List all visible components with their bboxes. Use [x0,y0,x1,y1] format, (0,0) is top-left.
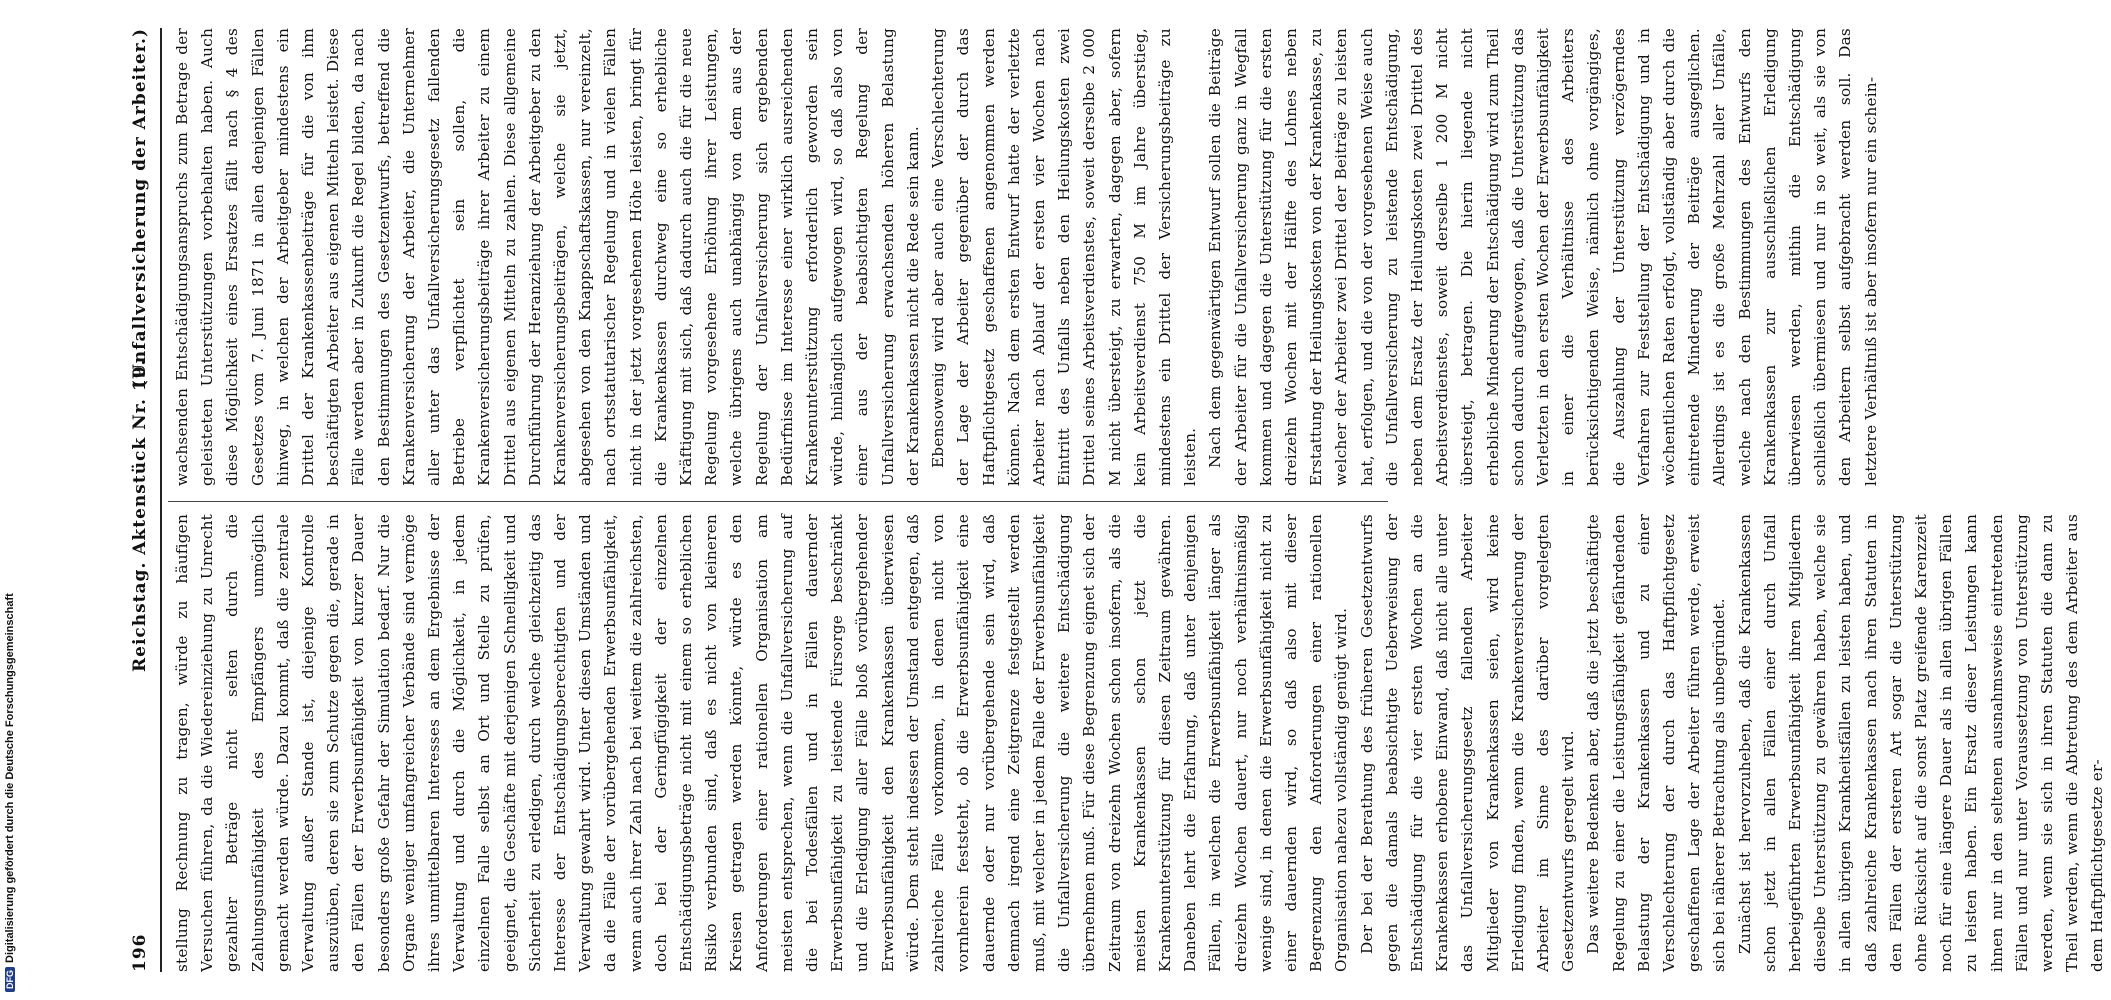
header-rule [160,28,162,972]
column-divider [168,501,1388,502]
running-head-subtitle: (Unfallversicherung der Arbeiter.) [130,28,150,389]
paragraph: Der bei der Berathung des früheren Gesetzentwurfs gegen die damals beabsichtigte Ueberweisung der Entschädigung für die vier ersten Wochen an die Krankenkassen erhobene Einwand, daß nicht alle unter das Unfallversicherungsgesetz fallenden Arbeiter Mitglieder von Krankenkassen seien, wird keine Erledigung finden, wenn die Krankenversicherung der Arbeiter im Sinne des darüber vorgelegten Gesetzentwurfs geregelt wird. [1357,514,1578,972]
paragraph: wachsenden Entschädigungsanspruchs zum Betrage der geleisteten Unterstützungen vorbehalten haben. Auch diese Möglichkeit eines Ersatzes fällt nach § 4 des Gesetzes vom 7. Juni 1871 in allen denjenigen Fällen hinweg, in welchen der Arbeitgeber mindestens ein Drittel der Krankenkassenbeiträge für die von ihm beschäftigten Arbeiter aus eigenen Mitteln leistet. Diese Fälle werden aber in Zukunft die Regel bilden, da nach den Bestimmungen des Gesetzentwurfs, betreffend die Krankenversicherung der Arbeiter, die Unternehmer aller unter das Unfallversicherungsgesetz fallenden Betriebe verpflichtet sein sollen, die Krankenversicherungsbeiträge ihrer Arbeiter zu einem Drittel aus eigenen Mitteln zu zahlen. Diese allgemeine Durchführung der Heranziehung der Arbeitgeber zu den Krankenversicherungsbeiträgen, welche sie jetzt, abgesehen von den Knappschaftskassen, nur vereinzelt, nach ortsstatutarischer Regelung und in vielen Fällen nicht in der jetzt vorgesehenen Höhe leisten, bringt für die Krankenkassen durchweg eine so erhebliche Kräftigung mit sich, daß dadurch auch die für die neue Regelung vorgesehene Erhöhung ihrer Leistungen, welche übrigens auch unabhängig von dem aus der Regelung der Unfallversicherung sich ergebenden Bedürfnisse im Interesse einer wirklich ausreichenden Krankenunterstützung erforderlich geworden sein würde, hinlänglich aufgewogen wird, so daß also von einer aus der beabsichtigten Regelung der Unfallversicherung erwachsenden höheren Belastung der Krankenkassen nicht die Rede sein kann. [173,28,922,486]
credit-label: Digitalisierung gefördert durch die Deutsche Forschungsgemeinschaft [4,593,16,963]
text-column-left [170,514,2107,972]
dfg-logo: DFG [5,967,15,992]
paragraph: Das weitere Bedenken aber, daß die jetzt beschäftigte Regelung zu einer die Leistungsfähigkeit gefährdenden Belastung der Krankenkassen und zu einer Verschlechterung der durch das Haftpflichtgesetz geschaffenen Lage der Arbeiter führen werde, erweist sich bei näherer Betrachtung als unbegründet. [1584,514,1729,972]
paragraph: Zunächst ist hervorzuheben, daß die Krankenkassen schon jetzt in allen Fällen einer durch Unfall herbeigeführten Erwerbsunfähigkeit ihren Mitgliedern dieselbe Unterstützung zu gewähren haben, welche sie in allen übrigen Krankheitsfällen zu leisten haben, und daß zahlreiche Krankenkassen nach ihren Statuten in den Fällen der ersteren Art sogar die Unterstützung ohne Rücksicht auf die sonst Platz greifende Karenzzeit noch für eine längere Dauer als in allen übrigen Fällen zu leisten haben. Ein Ersatz dieser Leistungen kann ihnen nur in den seltenen ausnahmsweise eintretenden Fällen und nur unter Voraussetzung von Unterstützung werden, wenn sie sich in ihren Statuten die dann zu Theil werden, wenn die Abtretung des dem Arbeiter aus dem Haftpflichtgesetze er- [1735,514,2107,972]
document-page [112,0,2107,1000]
paragraph: stellung Rechnung zu tragen, würde zu häufigen Versuchen führen, da die Wiedereinziehung zu Unrecht gezahlter Beträge nicht selten durch die Zahlungsunfähigkeit des Empfängers unmöglich gemacht werden würde. Dazu kommt, daß die zentrale Verwaltung außer Stande ist, diejenige Kontrolle auszuüben, deren sie zum Schutze gegen die, gerade in den Fällen der Erwerbsunfähigkeit von kurzer Dauer besonders große Gefahr der Simulation bedarf. Nur die Organe weniger umfangreicher Verbände sind vermöge ihres unmittelbaren Interesses an dem Ergebnisse der Verwaltung und durch die Möglichkeit, in jedem einzelnen Falle selbst an Ort und Stelle zu prüfen, geeignet, die Geschäfte mit derjenigen Schnelligkeit und Sicherheit zu erledigen, durch welche gleichzeitig das Interesse der Entschädigungsberechtigten und der Verwaltung gewahrt wird. Unter diesen Umständen und da die Fälle der vorübergehenden Erwerbsunfähigkeit, wenn auch ihrer Zahl nach bei weitem die zahlreichsten, doch bei der Geringfügigkeit der einzelnen Entschädigungsbeträge nicht mit einem so erheblichen Risiko verbunden sind, daß es nicht von kleineren Kreisen getragen werden könnte, würde es den Anforderungen einer rationellen Organisation am meisten entsprechen, wenn die Unfallversicherung auf die bei Todesfällen und in Fällen dauernder Erwerbsunfähigkeit zu leistende Fürsorge beschränkt und die Erledigung aller Fälle bloß vorübergehender Erwerbsunfähigkeit den Krankenkassen überwiesen würde. Dem steht indessen der Umstand entgegen, daß zahlreiche Fälle vorkommen, in denen nicht von vornherein feststeht, ob die Erwerbsunfähigkeit eine dauernde oder nur vorübergehende sein wird, daß demnach irgend eine Zeitgrenze festgestellt werden muß, mit welcher in jedem Falle der Erwerbsunfähigkeit die Unfallversicherung die weitere Entschädigung übernehmen muß. Für diese Begrenzung eignet sich der Zeitraum von dreizehn Wochen schon insofern, als die meisten Krankenkassen schon jetzt die Krankenunterstützung für diesen Zeitraum gewähren. Daneben lehrt die Erfahrung, daß unter denjenigen Fällen, in welchen die Erwerbsunfähigkeit länger als dreizehn Wochen dauert, nur noch verhältnismäßig wenige sind, in denen die Erwerbsunfähigkeit nicht zu einer dauernden wird, so daß also mit dieser Begrenzung den Anforderungen einer rationellen Organisation nahezu vollständig genügt wird. [173,514,1351,972]
credit-text [4,593,16,992]
running-head [130,28,158,972]
running-head-title: Reichstag. Aktenstück Nr. 19. [130,358,150,672]
digitization-credit [0,0,26,1000]
text-column-right [170,28,1880,486]
paragraph: Nach dem gegenwärtigen Entwurf sollen die Beiträge der Arbeiter für die Unfallversicherung ganz in Wegfall kommen und dagegen die Unterstützung für die ersten dreizehn Wochen mit der Hälfte des Lohnes neben Erstattung der Heilungskosten von der Krankenkasse, zu welcher der Arbeiter zwei Drittel der Beiträge zu leisten hat, erfolgen, und die von der vorgesehenen Weise auch die Unfallversicherung zu leistende Entschädigung, neben dem Ersatz der Heilungskosten zwei Drittel des Arbeitsverdienstes, soweit derselbe 1 200 M nicht übersteigt, betragen. Die hierin liegende nicht erhebliche Minderung der Entschädigung wird zum Theil schon dadurch aufgewogen, daß die Unterstützung das Verletzten in den ersten Wochen der Erwerbsunfähigkeit in einer die Verhältnisse des Arbeiters berücksichtigenden Weise, nämlich ohne vorgängiges, die Auszahlung der Unterstützung verzögerndes Verfahren zur Feststellung der Entschädigung und in wöchentlichen Raten erfolgt, vollständig aber durch die eintretende Minderung der Beiträge ausgeglichen. Allerdings ist es die große Mehrzahl aller Unfälle, welche nach den Bestimmungen des Entwurfs den Krankenkassen zur ausschließlichen Erledigung überwiesen werden, mithin die Entschädigung schließlich übermiesen und nur in so weit, als sie von den Arbeitern selbst aufgebracht werden soll. Das letztere Verhältniß ist aber insofern nur ein schein- [1206,28,1880,486]
paragraph: Ebensowenig wird aber auch eine Verschlechterung der Lage der Arbeiter gegenüber der durch das Haftpflichtgesetz geschaffenen angenommen werden können. Nach dem ersten Entwurf hatte der verletzte Arbeiter nach Ablauf der ersten vier Wochen nach Eintritt des Unfalls neben den Heilungskosten zwei Drittel seines Arbeitsverdienstes, soweit derselbe 2 000 M nicht übersteigt, zu erwarten, dagegen aber, sofern kein Arbeitsverdienst 750 M im Jahre überstieg, mindestens ein Drittel der Versicherungsbeiträge zu leisten. [929,28,1200,486]
page-number: 196 [130,933,150,972]
